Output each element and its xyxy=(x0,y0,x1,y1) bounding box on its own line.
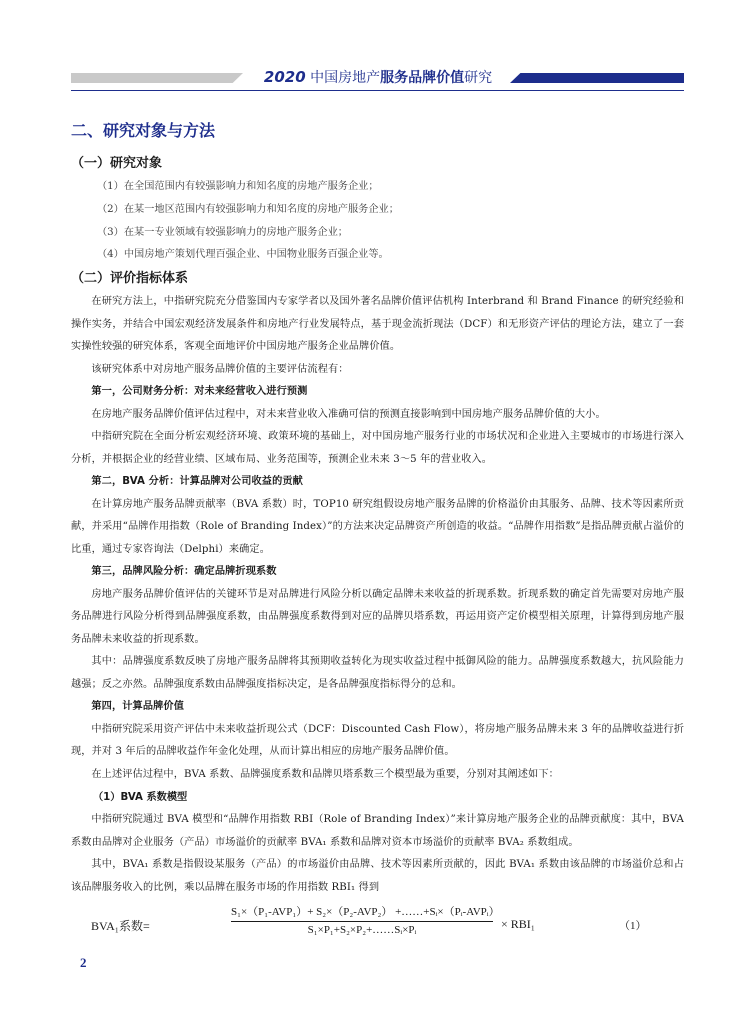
step1-paragraph-1: 在房地产服务品牌价值评估过程中，对未来营业收入准确可信的预测直接影响到中国房地产服务品牌价值的大小。 xyxy=(91,408,606,420)
formula-fraction xyxy=(231,903,500,937)
header-decor-bar-right xyxy=(510,73,684,83)
header-year: 2020 xyxy=(263,68,306,86)
research-object-item: （2）在某一地区范围内有较强影响力和知名度的房地产服务企业； xyxy=(97,203,399,215)
step1-title: 第一，公司财务分析：对未来经营收入进行预测 xyxy=(91,386,308,398)
page-content xyxy=(71,116,684,951)
step2-paragraph-1: 在计算房地产服务品牌贡献率（BVA 系数）时，TOP10 研究组假设房地产服务品牌的价格溢价由其服务、品牌、技术等因素所贡献，并采用“品牌作用指数（Role of Branding Index）”的方法来决定品牌资产所创造的收益。“品牌作用指数”是指品牌贡献占溢价的比重，通过专家咨询法（Delphi）来确定。 xyxy=(71,498,684,555)
step4-paragraph-2: 在上述评估过程中，BVA 系数、品牌强度系数和品牌贝塔系数三个模型最为重要，分别对其阐述如下： xyxy=(91,768,559,780)
formula-number: （1） xyxy=(619,920,647,933)
bva-model-title: （1）BVA 系数模型 xyxy=(93,792,188,804)
subsection-title-research-objects: （一）研究对象 xyxy=(71,156,163,171)
subsection-title-indicator-system: （二）评价指标体系 xyxy=(71,271,189,287)
step1-paragraph-2: 中指研究院在全面分析宏观经济环境、政策环境的基础上，对中国房地产服务行业的市场状况和企业进入主要城市的市场进行深入分析，并根据企业的经营业绩、区域布局、业务范围等，预测企业未来 3～5 年的营业收入。 xyxy=(71,431,684,465)
formula-rhs: × RBI₁ xyxy=(501,917,535,932)
page-number: 2 xyxy=(80,955,87,970)
research-object-item: （1）在全国范围内有较强影响力和知名度的房地产服务企业； xyxy=(97,181,379,192)
running-header-title xyxy=(240,67,516,87)
header-title-suffix: 研究 xyxy=(464,70,493,86)
header-decor-bar-left xyxy=(71,73,243,83)
step3-paragraph-1: 房地产服务品牌价值评估的关键环节是对品牌进行风险分析以确定品牌未来收益的折现系数。折现系数的确定首先需要对房地产服务品牌进行风险分析得到品牌强度系数，由品牌强度系数得到对应的品牌贝塔系数，再运用资产定价模型相关原理，计算得到房地产服务品牌未来收益的折现系数。 xyxy=(71,588,684,645)
research-object-item: （4）中国房地产策划代理百强企业、中国物业服务百强企业等。 xyxy=(97,249,389,261)
bva-formula xyxy=(71,903,684,951)
step2-title: 第二，BVA 分析：计算品牌对公司收益的贡献 xyxy=(91,476,303,488)
paragraph-process-intro: 该研究体系中对房地产服务品牌价值的主要评估流程有： xyxy=(91,363,349,375)
bva-paragraph-1: 中指研究院通过 BVA 模型和“品牌作用指数 RBI（Role of Branding Index）”来计算房地产服务企业的品牌贡献度：其中，BVA 系数由品牌对企业服务（产品）市场溢价的贡献率 BVA₁ 系数和品牌对资本市场溢价的贡献率 BVA₂ 系数组成。 xyxy=(71,814,684,848)
formula-lhs: BVA₁系数= xyxy=(91,919,150,934)
header-title-prefix: 中国房地产 xyxy=(310,70,381,86)
header-divider xyxy=(71,90,684,91)
formula-denominator: S₁×P₁+S₂×P₂+……Sᵢ×Pᵢ xyxy=(307,924,417,937)
header-title-bold: 服务品牌价值 xyxy=(380,70,465,86)
step3-paragraph-2: 其中：品牌强度系数反映了房地产服务品牌将其预期收益转化为现实收益过程中抵御风险的能力。品牌强度系数越大，抗风险能力越强；反之亦然。品牌强度系数由品牌强度指标决定，是各品牌强度指标得分的总和。 xyxy=(71,656,684,690)
step4-title: 第四，计算品牌价值 xyxy=(91,701,184,713)
step4-paragraph-1: 中指研究院采用资产评估中未来收益折现公式（DCF：Discounted Cash Flow），将房地产服务品牌未来 3 年的品牌收益进行折现，并对 3 年后的品牌收益作年金化处理，从而计算出相应的房地产服务品牌价值。 xyxy=(71,723,684,758)
formula-numerator: S₁×（P₁-AVP₁）+ S₂×（P₂-AVP₂） +……+Sᵢ×（Pᵢ-AVPᵢ） xyxy=(231,903,493,922)
paragraph-method: 在研究方法上，中指研究院充分借鉴国内专家学者以及国外著名品牌价值评估机构 Interbrand 和 Brand Finance 的研究经验和操作实务，并结合中国宏观经济发展条件和房地产行业发展特点，基于现金流折现法（DCF）和无形资产评估的理论方法，建立了一套实操性较强的研究体系，客观全面地评价中国房地产服务企业品牌价值。 xyxy=(71,296,684,353)
bva-paragraph-2: 其中，BVA₁ 系数是指假设某服务（产品）的市场溢价由品牌、技术等因素所贡献的，因此 BVA₁ 系数由该品牌的市场溢价总和占该品牌服务收入的比例，乘以品牌在服务市场的作用指数 RBI₁ 得到 xyxy=(71,859,684,893)
step3-title: 第三，品牌风险分析：确定品牌折现系数 xyxy=(91,566,277,578)
research-object-item: （3）在某一专业领域有较强影响力的房地产服务企业； xyxy=(97,226,348,238)
section-title: 二、研究对象与方法 xyxy=(71,121,216,140)
